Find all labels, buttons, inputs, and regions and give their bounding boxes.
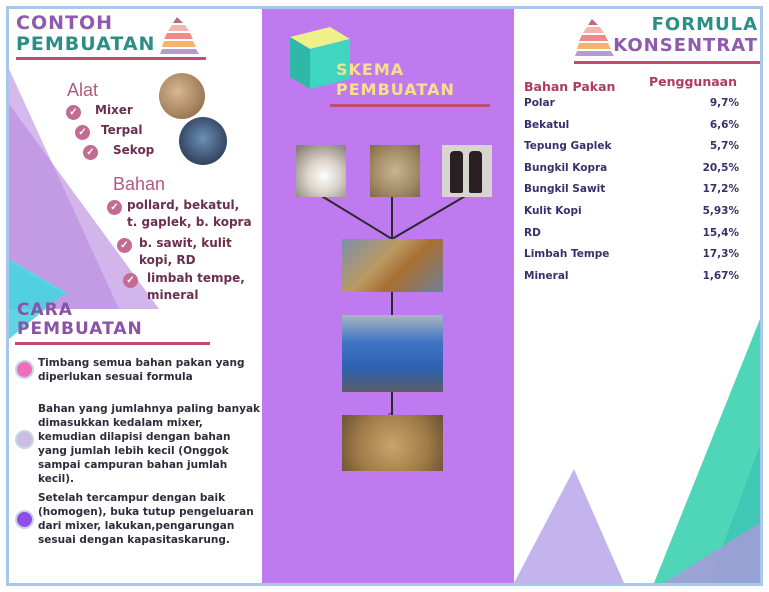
formula-row-value: 9,7% [709, 97, 739, 109]
formula-row-value: 1,67% [702, 270, 739, 282]
salt-photo [296, 145, 346, 197]
bahan-heading: Bahan [113, 174, 166, 194]
check-icon: ✓ [107, 200, 122, 215]
formula-konsentrat-title [613, 14, 758, 56]
column-header-bahan-pakan: Bahan Pakan [524, 79, 616, 94]
check-icon: ✓ [123, 273, 138, 288]
formula-underline [574, 61, 761, 64]
formula-row-name: Kulit Kopi [524, 205, 582, 217]
mixing-on-tarp-photo [342, 239, 443, 292]
formula-row-value: 15,4% [702, 227, 739, 239]
bahan-item-3: limbah tempe, mineral [147, 271, 245, 302]
sawdust-photo [159, 73, 205, 119]
leaflet-page [6, 6, 763, 586]
molasses-bottles-photo [442, 145, 492, 197]
title-underline [16, 57, 206, 60]
formula-row-name: Mineral [524, 270, 569, 282]
step-1-text: Timbang semua bahan pakan yang diperlukan sesuai formula [38, 357, 245, 383]
bran-photo [370, 145, 420, 197]
formula-row-value: 6,6% [709, 119, 739, 131]
skema-line-1: SKEMA [336, 60, 405, 79]
title-line-2: PEMBUATAN [16, 33, 156, 55]
formula-row-name: Polar [524, 97, 555, 109]
formula-row-name: Bungkil Sawit [524, 183, 606, 195]
formula-row-value: 5,7% [709, 140, 739, 152]
alat-item-sekop: Sekop [113, 143, 155, 157]
mixer-machine-photo [342, 315, 443, 392]
cara-line-1: CARA [17, 300, 73, 320]
alat-item-terpal: Terpal [101, 123, 143, 137]
skema-line-2: PEMBUATAN [336, 80, 455, 99]
check-icon: ✓ [117, 238, 132, 253]
formula-row-name: Limbah Tempe [524, 248, 610, 260]
formula-row-value: 20,5% [702, 162, 739, 174]
right-panel [514, 9, 763, 583]
left-panel [9, 9, 262, 583]
cara-line-2: PEMBUATAN [17, 319, 143, 339]
check-icon: ✓ [83, 145, 98, 160]
alat-heading: Alat [67, 80, 99, 100]
formula-row-name: Tepung Gaplek [524, 140, 612, 152]
cara-pembuatan-title [17, 301, 217, 339]
bahan-item-2: b. sawit, kulit kopi, RD [139, 236, 232, 267]
workers-photo [179, 117, 227, 165]
formula-line-1: FORMULA [651, 14, 758, 35]
formula-row-name: Bekatul [524, 119, 570, 131]
step-3-dot [15, 510, 34, 529]
check-icon: ✓ [66, 105, 81, 120]
flow-connectors [262, 9, 514, 583]
formula-line-2: KONSENTRAT [613, 35, 758, 56]
step-2-text: Bahan yang jumlahnya paling banyak dimasukkan kedalam mixer, kemudian dilapisi dengan bahan yang jumlah lebih kecil (Onggok sampai campuran bahan jumlah kecil). [38, 403, 261, 485]
formula-row-value: 17,2% [702, 183, 739, 195]
cara-underline [15, 342, 210, 345]
formula-row-name: RD [524, 227, 541, 239]
alat-item-mixer: Mixer [95, 103, 133, 117]
right-panel-background [514, 9, 763, 583]
bahan-item-1: pollard, bekatul, t. gaplek, b. kopra [127, 198, 252, 229]
step-1-dot [15, 360, 34, 379]
formula-row-value: 17,3% [702, 248, 739, 260]
layered-pyramid-icon [159, 15, 201, 55]
formula-row-value: 5,93% [702, 205, 739, 217]
formula-row-name: Bungkil Kopra [524, 162, 608, 174]
step-2-dot [15, 430, 34, 449]
column-header-penggunaan: Penggunaan [649, 74, 738, 89]
layered-pyramid-icon [574, 17, 616, 57]
middle-panel [262, 9, 514, 583]
title-line-1: CONTOH [16, 12, 114, 34]
finished-feed-photo [342, 415, 443, 471]
step-3-text: Setelah tercampur dengan baik (homogen), buka tutup pengeluaran dari mixer, lakukan,pengarungan sesuai dengan kapasitaskarung. [38, 492, 254, 546]
check-icon: ✓ [75, 125, 90, 140]
